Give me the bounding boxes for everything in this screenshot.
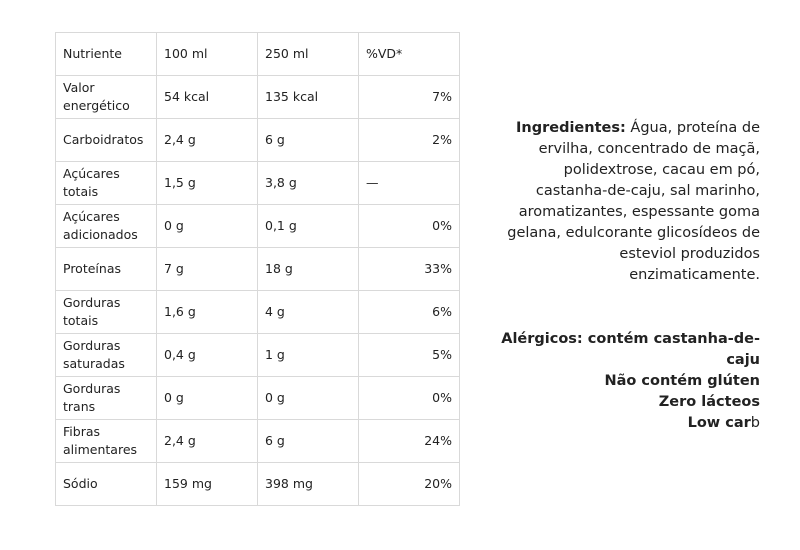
cell-per-100ml: 7 g <box>157 248 258 291</box>
cell-per-250ml: 6 g <box>258 420 359 463</box>
cell-nutrient: Açúcares totais <box>56 162 157 205</box>
nutrition-table <box>55 32 460 506</box>
cell-per-100ml: 0 g <box>157 205 258 248</box>
cell-daily-value: 0% <box>359 377 460 420</box>
cell-nutrient: Gorduras trans <box>56 377 157 420</box>
lowcarb-claim-bold: Low car <box>687 415 751 431</box>
cell-nutrient: Carboidratos <box>56 119 157 162</box>
cell-per-250ml: 135 kcal <box>258 76 359 119</box>
cell-per-100ml: 159 mg <box>157 463 258 506</box>
cell-per-100ml: 0,4 g <box>157 334 258 377</box>
header-per-100ml: 100 ml <box>157 33 258 76</box>
claims-block <box>500 329 760 434</box>
cell-nutrient: Proteínas <box>56 248 157 291</box>
table-row <box>56 205 460 248</box>
cell-per-250ml: 3,8 g <box>258 162 359 205</box>
table-row <box>56 248 460 291</box>
cell-nutrient: Sódio <box>56 463 157 506</box>
cell-per-250ml: 4 g <box>258 291 359 334</box>
cell-daily-value: 7% <box>359 76 460 119</box>
cell-daily-value: 6% <box>359 291 460 334</box>
table-row <box>56 76 460 119</box>
gluten-claim: Não contém glúten <box>604 373 760 389</box>
table-row <box>56 463 460 506</box>
table-row <box>56 334 460 377</box>
cell-nutrient: Gorduras saturadas <box>56 334 157 377</box>
cell-per-250ml: 1 g <box>258 334 359 377</box>
table-row <box>56 420 460 463</box>
cell-nutrient: Valor energético <box>56 76 157 119</box>
cell-per-250ml: 6 g <box>258 119 359 162</box>
lowcarb-claim-tail: b <box>750 415 760 431</box>
ingredients-label: Ingredientes: <box>516 120 626 136</box>
dairy-claim: Zero lácteos <box>658 394 760 410</box>
cell-per-100ml: 2,4 g <box>157 420 258 463</box>
cell-daily-value: 33% <box>359 248 460 291</box>
cell-per-100ml: 1,5 g <box>157 162 258 205</box>
table-row <box>56 377 460 420</box>
cell-daily-value: 20% <box>359 463 460 506</box>
cell-nutrient: Fibras alimentares <box>56 420 157 463</box>
cell-daily-value: 24% <box>359 420 460 463</box>
cell-per-250ml: 0,1 g <box>258 205 359 248</box>
cell-daily-value: — <box>359 162 460 205</box>
cell-per-250ml: 398 mg <box>258 463 359 506</box>
table-header-row <box>56 33 460 76</box>
cell-per-250ml: 18 g <box>258 248 359 291</box>
table-row <box>56 119 460 162</box>
cell-nutrient: Gorduras totais <box>56 291 157 334</box>
cell-per-100ml: 2,4 g <box>157 119 258 162</box>
cell-per-100ml: 54 kcal <box>157 76 258 119</box>
cell-daily-value: 0% <box>359 205 460 248</box>
table-row <box>56 162 460 205</box>
header-daily-value: %VD* <box>359 33 460 76</box>
ingredients-block <box>500 118 760 286</box>
header-nutrient: Nutriente <box>56 33 157 76</box>
cell-nutrient: Açúcares adicionados <box>56 205 157 248</box>
ingredients-text: Água, proteína de ervilha, concentrado de maçã, polidextrose, cacau em pó, castanha-de-caju, sal marinho, aromatizantes, espessante goma gelana, edulcorante glicosídeos de esteviol produzidos enzimaticamente. <box>507 120 760 283</box>
cell-per-100ml: 0 g <box>157 377 258 420</box>
cell-daily-value: 5% <box>359 334 460 377</box>
header-per-250ml: 250 ml <box>258 33 359 76</box>
table-row <box>56 291 460 334</box>
cell-daily-value: 2% <box>359 119 460 162</box>
cell-per-100ml: 1,6 g <box>157 291 258 334</box>
cell-per-250ml: 0 g <box>258 377 359 420</box>
allergens-claim: Alérgicos: contém castanha-de-caju <box>501 331 760 368</box>
nutrition-table-body <box>56 33 460 506</box>
lowcarb-claim <box>500 413 760 434</box>
